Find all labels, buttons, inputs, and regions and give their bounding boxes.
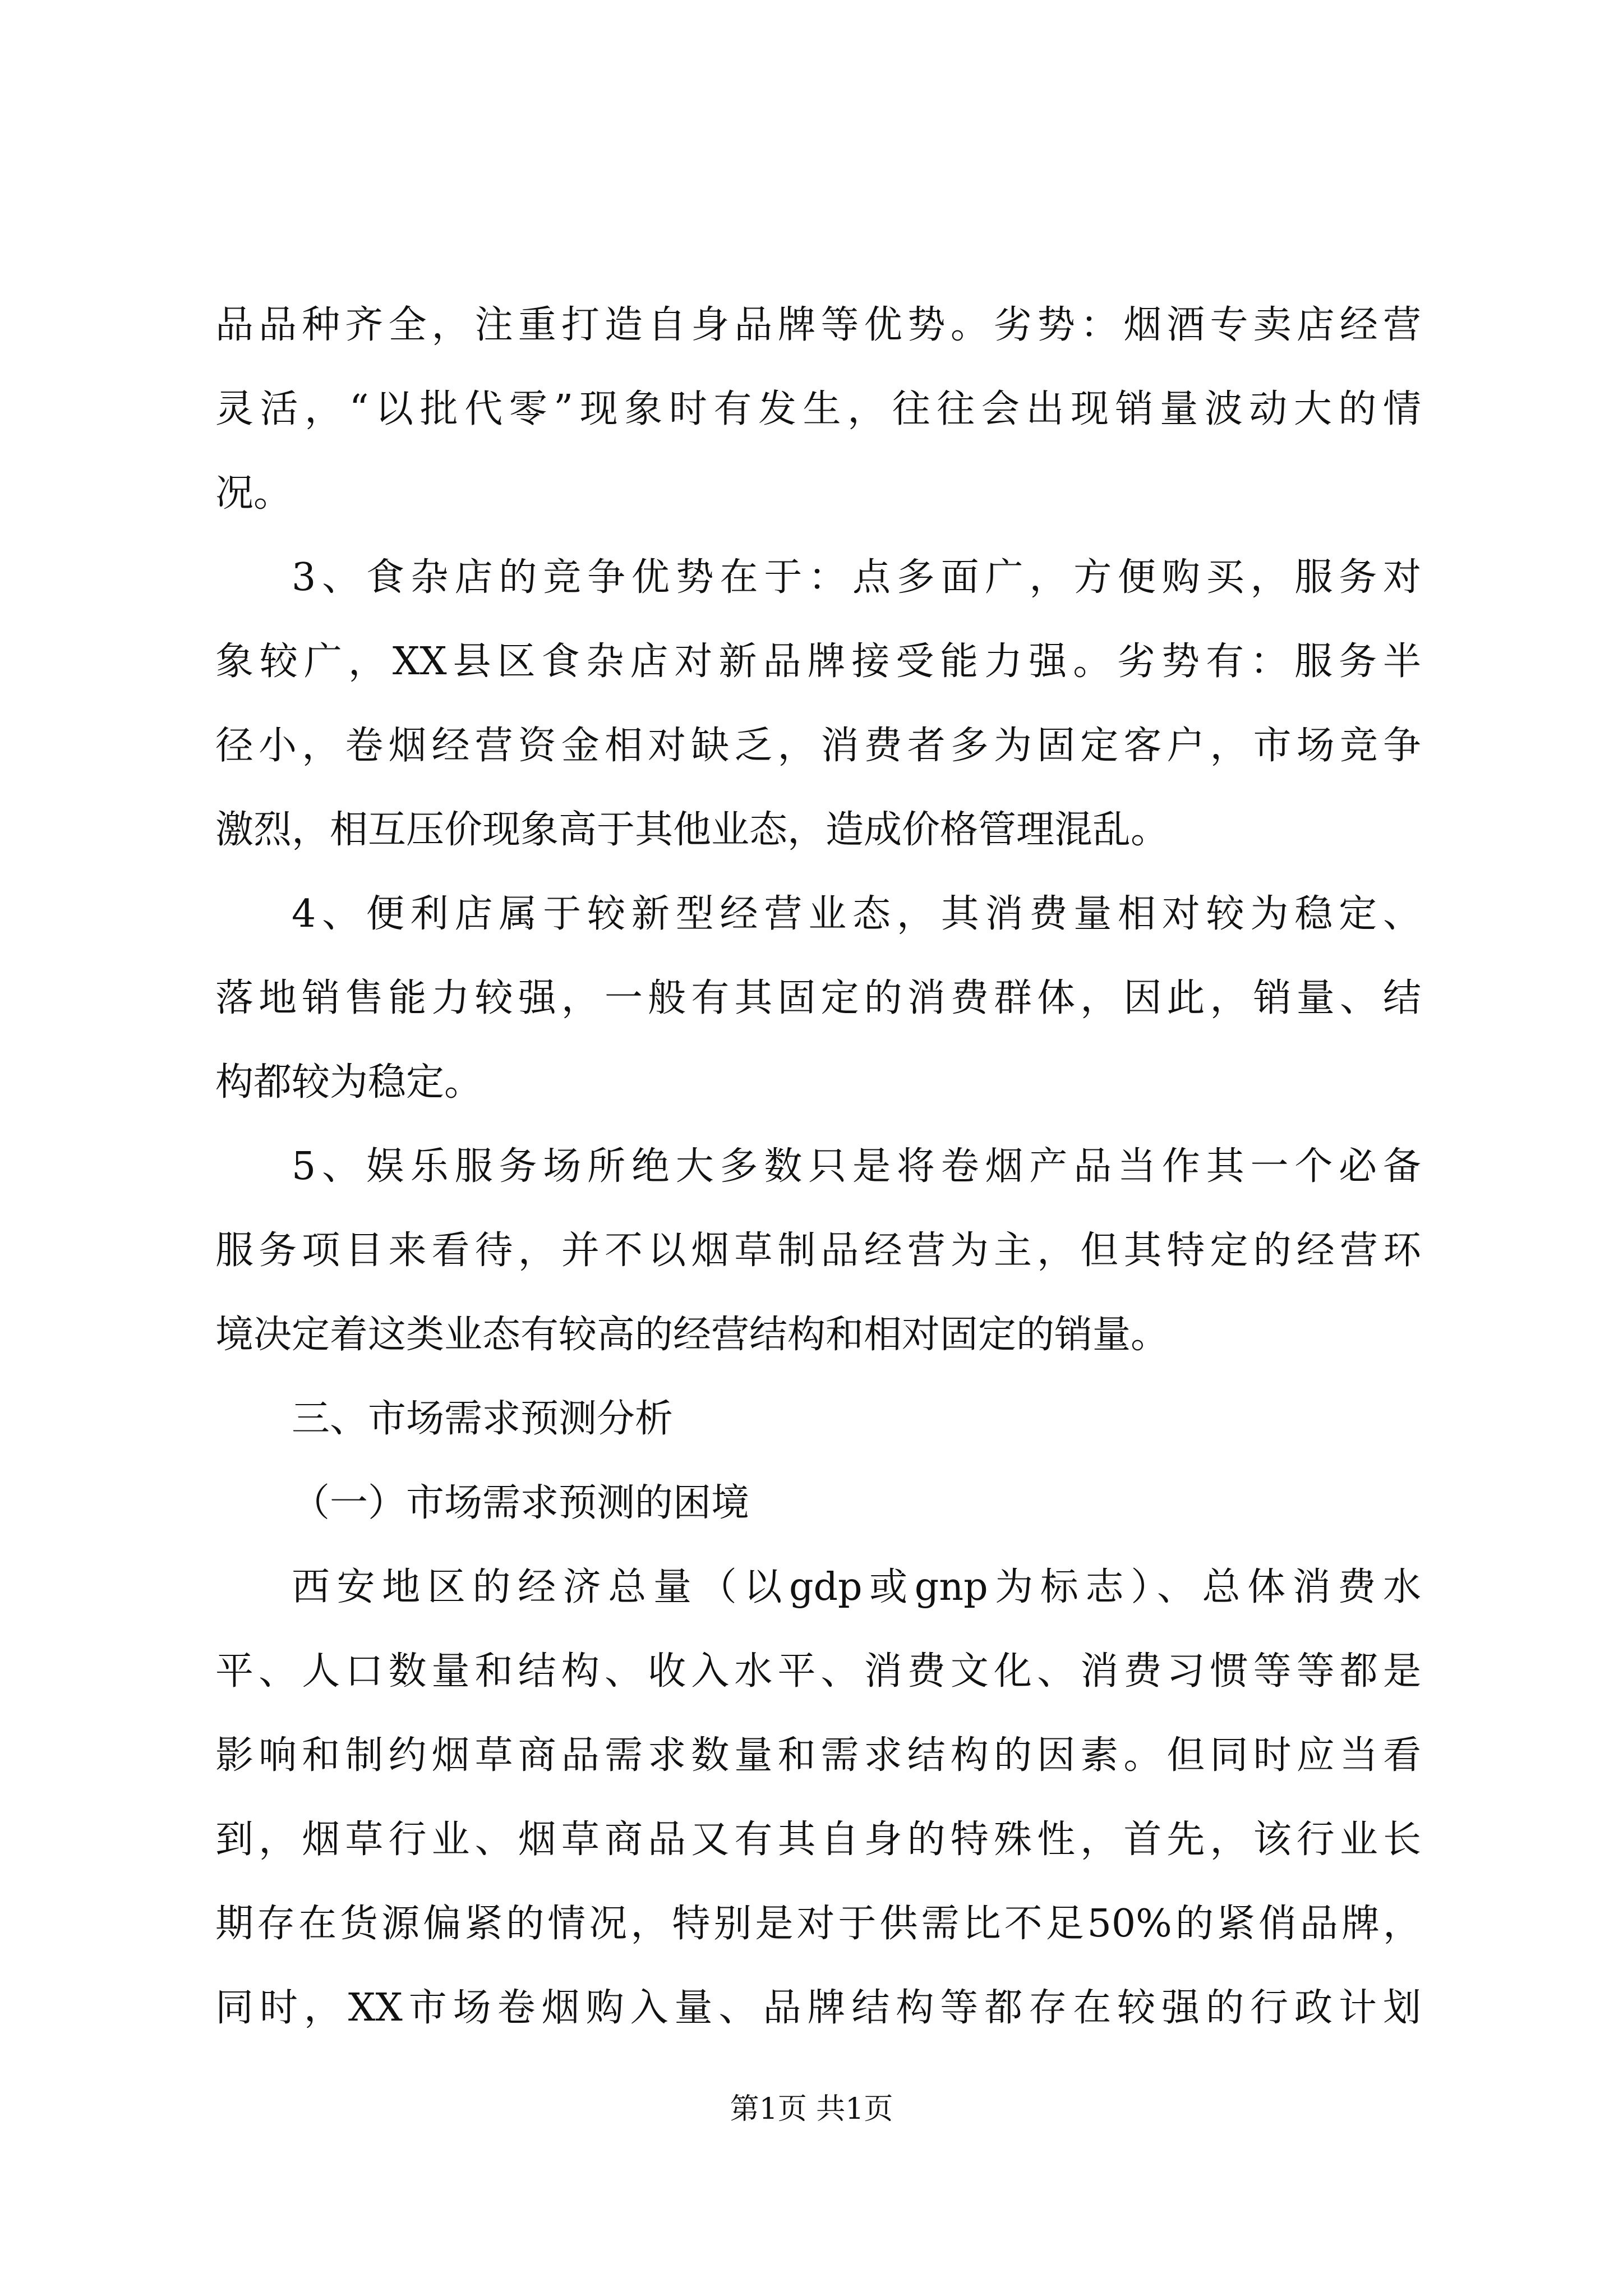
text-line: 5、娱乐服务场所绝大多数只是将卷烟产品当作其一个必备 [292, 1144, 1421, 1189]
text-line: 品品种齐全，注重打造自身品牌等优势。劣势：烟酒专卖店经营 [215, 303, 1421, 347]
text-line: 构都较为稳定。 [215, 1060, 483, 1105]
text-line: 西安地区的经济总量（以gdp或gnp为标志）、总体消费水 [292, 1565, 1421, 1609]
page-number-footer: 第1页 共1页 [730, 2092, 893, 2126]
text-line: 期存在货源偏紧的情况，特别是对于供需比不足50%的紧俏品牌， [215, 1902, 1421, 1946]
text-line: 平、人口数量和结构、收入水平、消费文化、消费习惯等等都是 [215, 1649, 1421, 1694]
text-line: 服务项目来看待，并不以烟草制品经营为主，但其特定的经营环 [215, 1228, 1421, 1273]
text-line: 3、食杂店的竞争优势在于：点多面广，方便购买，服务对 [292, 555, 1421, 600]
text-line: 激烈，相互压价现象高于其他业态，造成价格管理混乱。 [215, 808, 1169, 852]
text-line: 境决定着这类业态有较高的经营结构和相对固定的销量。 [215, 1313, 1169, 1357]
text-line: 同时，XX市场卷烟购入量、品牌结构等都存在较强的行政计划 [215, 1986, 1421, 2030]
document-body [215, 283, 1421, 2050]
text-line: 落地销售能力较强，一般有其固定的消费群体，因此，销量、结 [215, 976, 1421, 1020]
text-line: 径小，卷烟经营资金相对缺乏，消费者多为固定客户，市场竞争 [215, 724, 1421, 768]
text-line: 况。 [215, 471, 292, 516]
text-line: 象较广，XX县区食杂店对新品牌接受能力强。劣势有：服务半 [215, 639, 1421, 684]
text-line: 4、便利店属于较新型经营业态，其消费量相对较为稳定、 [292, 892, 1421, 936]
subsection-heading: （一）市场需求预测的困境 [292, 1481, 750, 1525]
text-line: 灵活，“以批代零”现象时有发生，往往会出现销量波动大的情 [215, 387, 1421, 431]
text-line: 影响和制约烟草商品需求数量和需求结构的因素。但同时应当看 [215, 1733, 1421, 1778]
text-line: 到，烟草行业、烟草商品又有其自身的特殊性，首先，该行业长 [215, 1818, 1421, 1862]
section-heading: 三、市场需求预测分析 [292, 1397, 674, 1441]
